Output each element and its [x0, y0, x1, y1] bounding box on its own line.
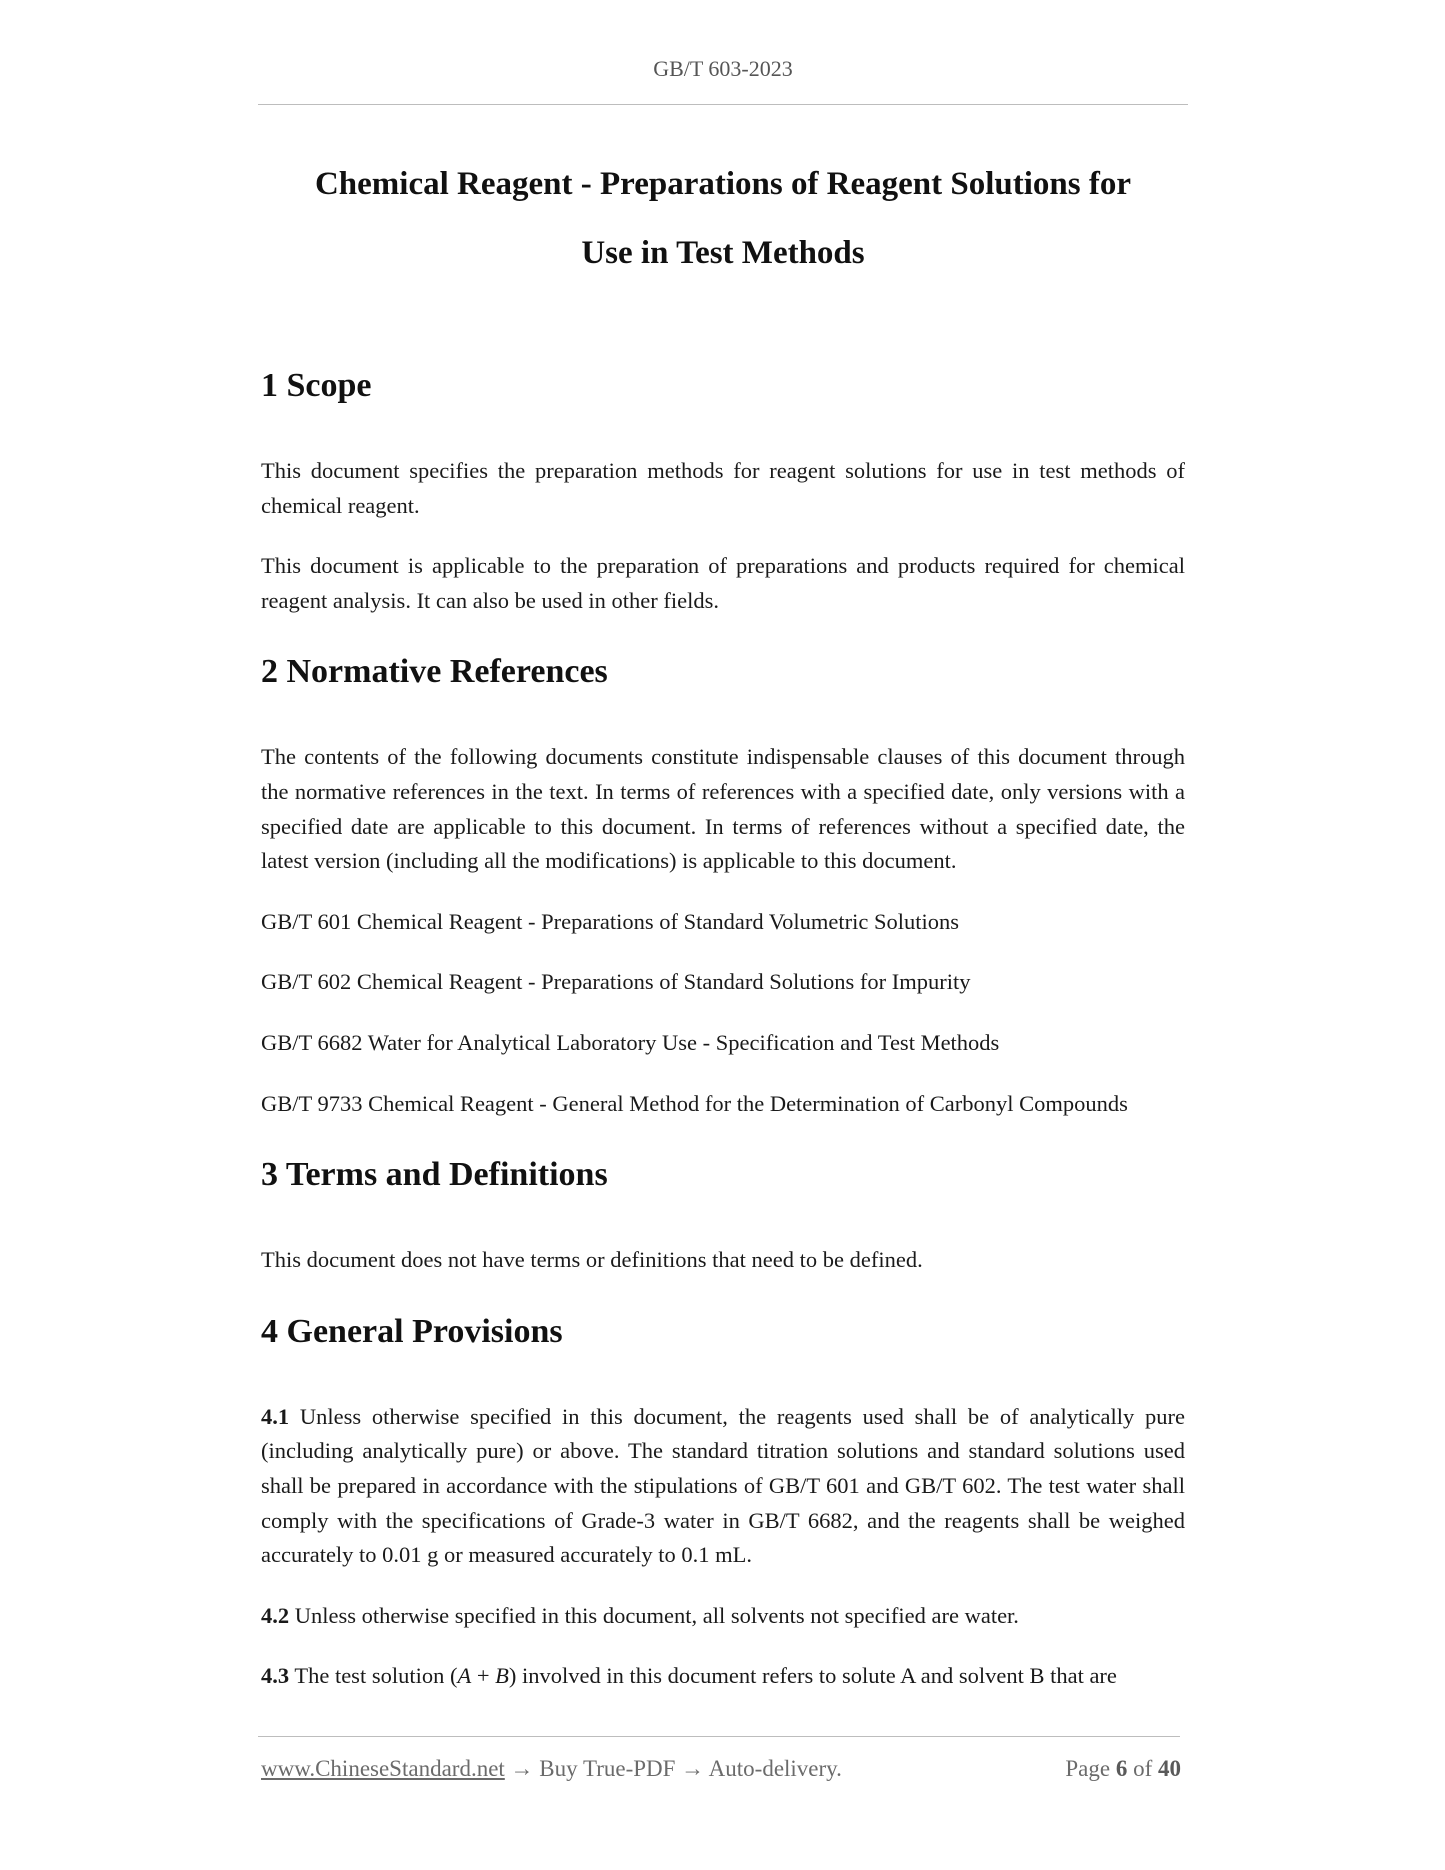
clause-number: 4.3 — [261, 1663, 290, 1689]
clause-text-pre: The test solution ( — [289, 1663, 458, 1689]
clause-number: 4.1 — [261, 1403, 290, 1429]
section-heading-scope: 1 Scope — [261, 367, 372, 404]
plus-sign: + — [471, 1663, 496, 1689]
reference-gbt-9733: GB/T 9733 Chemical Reagent - General Method for the Determination of Carbonyl Compounds — [261, 1090, 1128, 1116]
header-divider — [258, 104, 1188, 105]
of-label: of — [1127, 1756, 1158, 1781]
clause-4-3 — [261, 1659, 1185, 1694]
page-total: 40 — [1158, 1756, 1181, 1781]
reference-gbt-6682: GB/T 6682 Water for Analytical Laboratory Use - Specification and Test Methods — [261, 1029, 1000, 1055]
solvent-variable: B — [495, 1663, 509, 1689]
title-line-1: Chemical Reagent - Preparations of Reagent Solutions for — [314, 166, 1132, 202]
buy-text: → Buy True-PDF → Auto-delivery. — [504, 1756, 842, 1781]
footer-divider — [258, 1736, 1180, 1737]
page-number: 6 — [1115, 1756, 1128, 1781]
page-label: Page — [1065, 1756, 1116, 1781]
clause-4-2 — [261, 1599, 1185, 1634]
section-heading-terms-definitions: 3 Terms and Definitions — [261, 1156, 608, 1194]
section-heading-normative-references: 2 Normative References — [261, 653, 608, 691]
document-title — [258, 150, 1188, 288]
solute-variable: A — [457, 1663, 472, 1689]
normative-intro-paragraph: The contents of the following documents constitute indispensable clauses of this document through the normative references in the text. In terms of references with a specified date, only versions with a specified date are applicable to this document. In terms of references without a specified date, the latest version (including all the modifications) is applicable to this document. — [261, 744, 1185, 874]
reference-gbt-602: GB/T 602 Chemical Reagent - Preparations of Standard Solutions for Impurity — [261, 969, 971, 995]
site-link[interactable]: www.ChineseStandard.net — [261, 1756, 505, 1781]
clause-text-post: ) involved in this document refers to solute A and solvent B that are — [508, 1663, 1117, 1689]
clause-text: Unless otherwise specified in this document, the reagents used shall be of analytically pure (including analytically pure) or above. The standard titration solutions and standard solutions used shall be prepared in accordance with the stipulations of GB/T 601 and GB/T 602. The test water shall comply with the specifications of Grade-3 water in GB/T 6682, and the reagents shall be weighed accurately to 0.01 g or measured accurately to 0.1 mL. — [261, 1403, 1185, 1568]
running-header: GB/T 603-2023 — [653, 56, 793, 81]
title-line-2: Use in Test Methods — [581, 235, 865, 271]
terms-paragraph: This document does not have terms or definitions that need to be defined. — [261, 1247, 923, 1273]
scope-paragraph-1: This document specifies the preparation methods for reagent solutions for use in test methods of chemical reagent. — [261, 458, 1185, 518]
section-heading-general-provisions: 4 General Provisions — [261, 1312, 563, 1350]
clause-number: 4.2 — [261, 1602, 290, 1628]
document-body — [261, 362, 1185, 1694]
footer-promo — [261, 1756, 842, 1782]
clause-text: Unless otherwise specified in this document, all solvents not specified are water. — [289, 1602, 1019, 1628]
clause-4-1 — [261, 1400, 1185, 1573]
reference-gbt-601: GB/T 601 Chemical Reagent - Preparations of Standard Volumetric Solutions — [261, 908, 960, 934]
scope-paragraph-2: This document is applicable to the preparation of preparations and products required for chemical reagent analysis. It can also be used in other fields. — [261, 553, 1185, 613]
page-indicator — [1065, 1756, 1181, 1782]
